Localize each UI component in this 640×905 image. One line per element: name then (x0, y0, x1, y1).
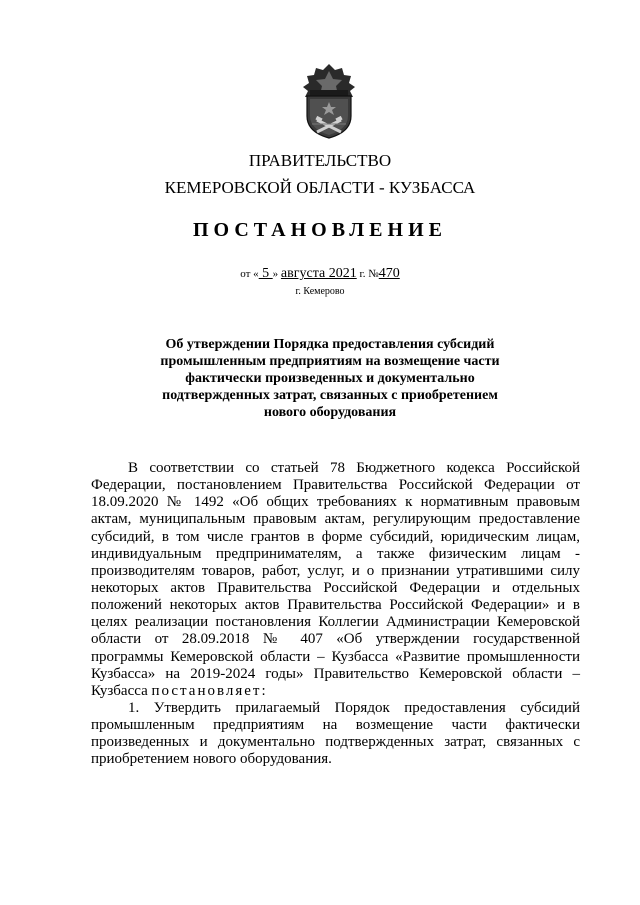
title-line: Об утверждении Порядка предоставления субсидий (165, 337, 495, 352)
text-line: производителям товаров, работ, услуг, и о признании утратившими силу (91, 562, 580, 579)
paragraph-2 (91, 700, 580, 769)
government-name-line1: ПРАВИТЕЛЬСТВО (248, 151, 392, 170)
document-title (150, 336, 510, 421)
title-line: фактически произведенных и документально (185, 371, 475, 386)
text-line: В соответствии со статьей 78 Бюджетного кодекса Российской (128, 460, 580, 476)
city-name: г. Кемерово (295, 286, 345, 297)
date-year-suffix: г. (356, 268, 366, 280)
text-line: 18.09.2020 № 1492 «Об общих требованиях к нормативным правовым (91, 494, 580, 511)
text-line: некоторых актов Правительства Российской Федерации и отдельных (91, 579, 580, 596)
text-line: положений некоторых актов Правительства Российской Федерации» и в (91, 597, 580, 614)
date-month-year: августа 2021 (280, 266, 357, 281)
text-line: приобретением нового оборудования. (91, 751, 332, 768)
text-line: актам, муниципальным правовым актам, регулирующим предоставление (91, 511, 580, 528)
text-line: произведенных и документально подтвержденных затрат, связанных с (91, 734, 580, 751)
paragraph-1 (91, 460, 580, 700)
text-line: субсидий, в том числе грантов в форме субсидий, юридическим лицам, (91, 528, 580, 545)
date-mid: » (272, 268, 281, 280)
date-prefix: от « (240, 268, 259, 280)
title-line: подтвержденных затрат, связанных с приобретением (162, 388, 498, 403)
text-line: промышленным предприятиям на возмещение части фактически (91, 717, 580, 734)
text-line: Федерации, постановлением Правительства Российской Федерации от (91, 477, 580, 494)
text-line: целях реализации постановления Коллегии Администрации Кемеровской (91, 614, 580, 631)
text-line: программы Кемеровской области – Кузбасса «Развитие промышленности (91, 648, 580, 665)
government-name-line2: КЕМЕРОВСКОЙ ОБЛАСТИ - КУЗБАССА (164, 178, 476, 197)
text-line: 1. Утвердить прилагаемый Порядок предоставления субсидий (128, 699, 580, 716)
document-body (91, 460, 580, 769)
text-line (91, 683, 580, 700)
text-line: области от 28.09.2018 № 407 «Об утверждении государственной (91, 631, 580, 648)
coat-of-arms-emblem (298, 62, 360, 140)
title-line: промышленным предприятиям на возмещение части (160, 354, 500, 369)
last-line-prefix: Кузбасса (91, 682, 152, 699)
document-type: ПОСТАНОВЛЕНИЕ (193, 219, 447, 241)
date-day: 5 (258, 266, 273, 281)
document-date-line (0, 266, 640, 282)
text-line: индивидуальным предпринимателям, а также физическим лицам - (91, 545, 580, 562)
number-label: № (365, 268, 379, 280)
resolution-word: постановляет: (151, 682, 268, 699)
title-line: нового оборудования (263, 405, 397, 420)
text-line: Кузбасса» на 2019-2024 годы» Правительство Кемеровской области – (91, 665, 580, 682)
document-number: 470 (378, 266, 400, 281)
